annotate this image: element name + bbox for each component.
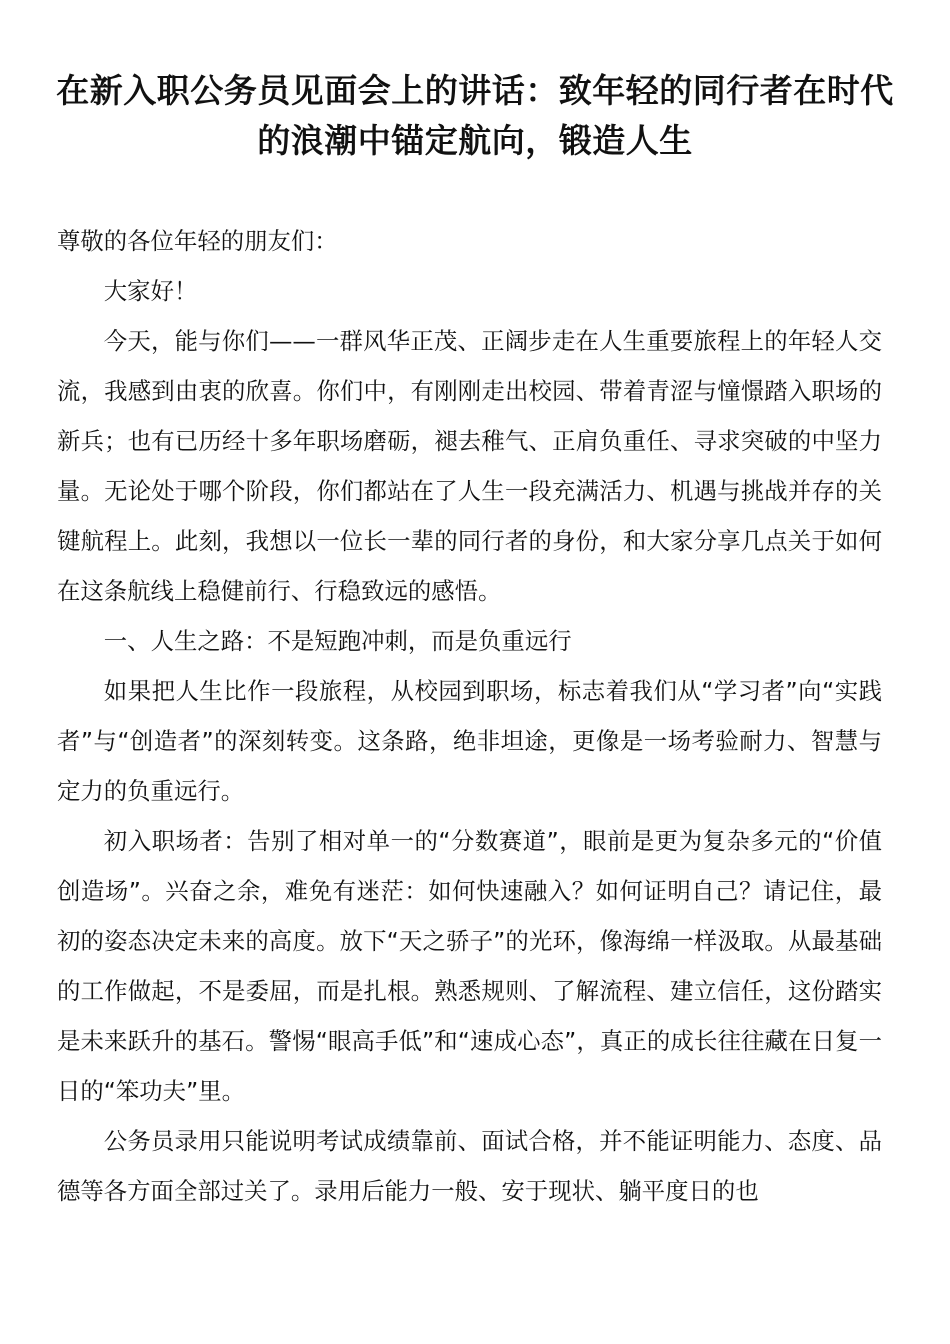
section-heading-1: 一、人生之路：不是短跑冲刺，而是负重远行 bbox=[103, 627, 572, 655]
paragraph-newcomers: 初入职场者：告别了相对单一的“分数赛道”，眼前是更为复杂多元的“价值创造场”。兴奋之余，难免有迷茫：如何快速融入？如何证明自己？请记住，最初的姿态决定未来的高度。放下“天之骄子”的光环，像海绵一样汲取。从最基础的工作做起，不是委屈，而是扎根。熟悉规则、了解流程、建立信任，这份踏实是未来跃升的基石。警惕“眼高手低”和“速成心态”，真正的成长往往藏在日复一日的“笨功夫”里。 bbox=[57, 827, 882, 1105]
document-body bbox=[57, 216, 882, 1216]
salutation: 尊敬的各位年轻的朋友们： bbox=[57, 227, 338, 255]
paragraph-civil-servant: 公务员录用只能说明考试成绩靠前、面试合格，并不能证明能力、态度、品德等各方面全部过关了。录用后能力一般、安于现状、躺平度日的也 bbox=[57, 1127, 882, 1205]
paragraph-journey: 如果把人生比作一段旅程，从校园到职场，标志着我们从“学习者”向“实践者”与“创造者”的深刻转变。这条路，绝非坦途，更像是一场考验耐力、智慧与定力的负重远行。 bbox=[57, 677, 882, 805]
paragraph-greeting: 大家好！ bbox=[103, 277, 198, 305]
paragraph-intro: 今天，能与你们——一群风华正茂、正阔步走在人生重要旅程上的年轻人交流，我感到由衷的欣喜。你们中，有刚刚走出校园、带着青涩与憧憬踏入职场的新兵；也有已历经十多年职场磨砺，褪去稚气、正肩负重任、寻求突破的中坚力量。无论处于哪个阶段，你们都站在了人生一段充满活力、机遇与挑战并存的关键航程上。此刻，我想以一位长一辈的同行者的身份，和大家分享几点关于如何在这条航线上稳健前行、行稳致远的感悟。 bbox=[57, 327, 882, 605]
document-title: 在新入职公务员见面会上的讲话：致年轻的同行者在时代的浪潮中锚定航向，锻造人生 bbox=[56, 71, 894, 160]
